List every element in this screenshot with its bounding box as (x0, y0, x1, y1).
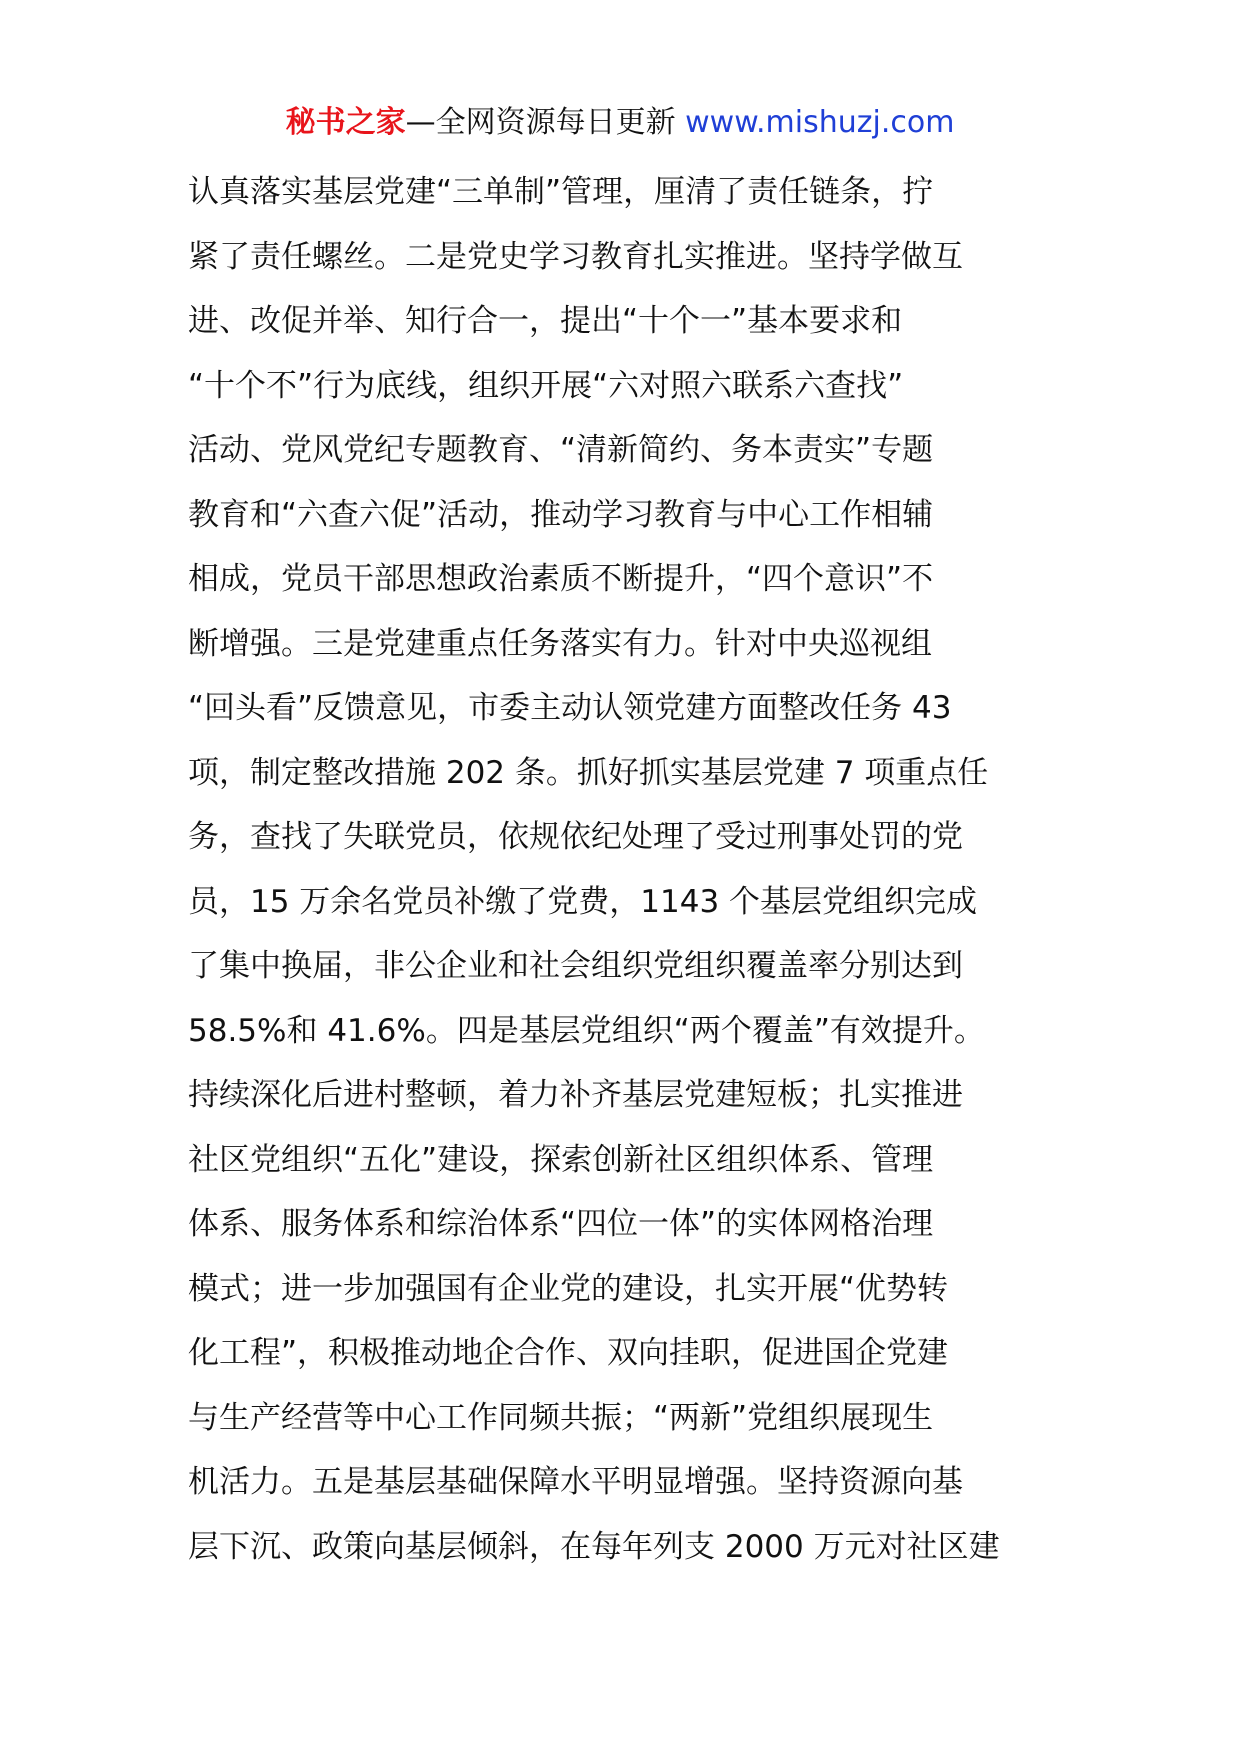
body-line: 了集中换届，非公企业和社会组织党组织覆盖率分别达到 (188, 948, 963, 984)
body-line: 断增强。三是党建重点任务落实有力。针对中央巡视组 (188, 625, 932, 662)
body-line: 务，查找了失联党员，依规依纪处理了受过刑事处罚的党 (188, 819, 963, 855)
body-line: 与生产经营等中心工作同频共振；“两新”党组织展现生 (188, 1399, 934, 1436)
body-line: 58.5%和 41.6%。四是基层党组织“两个覆盖”有效提升。 (188, 1012, 985, 1049)
body-line: “回头看”反馈意见，市委主动认领党建方面整改任务 43 (188, 690, 952, 726)
brand-name: 秘书之家 (285, 105, 406, 140)
body-line: 项，制定整改措施 202 条。抓好抓实基层党建 7 项重点任 (188, 754, 989, 791)
body-line: 进、改促并举、知行合一，提出“十个一”基本要求和 (188, 303, 903, 339)
body-line: 员，15 万余名党员补缴了党费，1143 个基层党组织完成 (188, 883, 978, 920)
page-header (0, 100, 1240, 146)
body-line: 层下沉、政策向基层倾斜，在每年列支 2000 万元对社区建 (188, 1528, 1000, 1565)
body-line: 持续深化后进村整顿，着力补齐基层党建短板；扎实推进 (188, 1077, 963, 1113)
body-line: 机活力。五是基层基础保障水平明显增强。坚持资源向基 (188, 1464, 963, 1500)
document-body (188, 160, 1088, 1579)
body-line: 社区党组织“五化”建设，探索创新社区组织体系、管理 (188, 1141, 934, 1178)
site-url-link[interactable]: www.mishuzj.com (685, 105, 955, 140)
body-line: 化工程”，积极推动地企合作、双向挂职，促进国企党建 (188, 1335, 949, 1371)
body-line: 活动、党风党纪专题教育、“清新简约、务本责实”专题 (188, 432, 934, 468)
body-line: 紧了责任螺丝。二是党史学习教育扎实推进。坚持学做互 (188, 238, 963, 275)
body-line: “十个不”行为底线，组织开展“六对照六联系六查找” (188, 367, 904, 404)
body-line: 模式；进一步加强国有企业党的建设，扎实开展“优势转 (188, 1270, 949, 1307)
body-line: 相成，党员干部思想政治素质不断提升，“四个意识”不 (188, 561, 934, 597)
body-line: 认真落实基层党建“三单制”管理，厘清了责任链条，拧 (188, 174, 934, 210)
body-line: 教育和“六查六促”活动，推动学习教育与中心工作相辅 (188, 496, 934, 533)
body-line: 体系、服务体系和综治体系“四位一体”的实体网格治理 (188, 1206, 934, 1242)
header-tagline: —全网资源每日更新 (405, 105, 686, 140)
